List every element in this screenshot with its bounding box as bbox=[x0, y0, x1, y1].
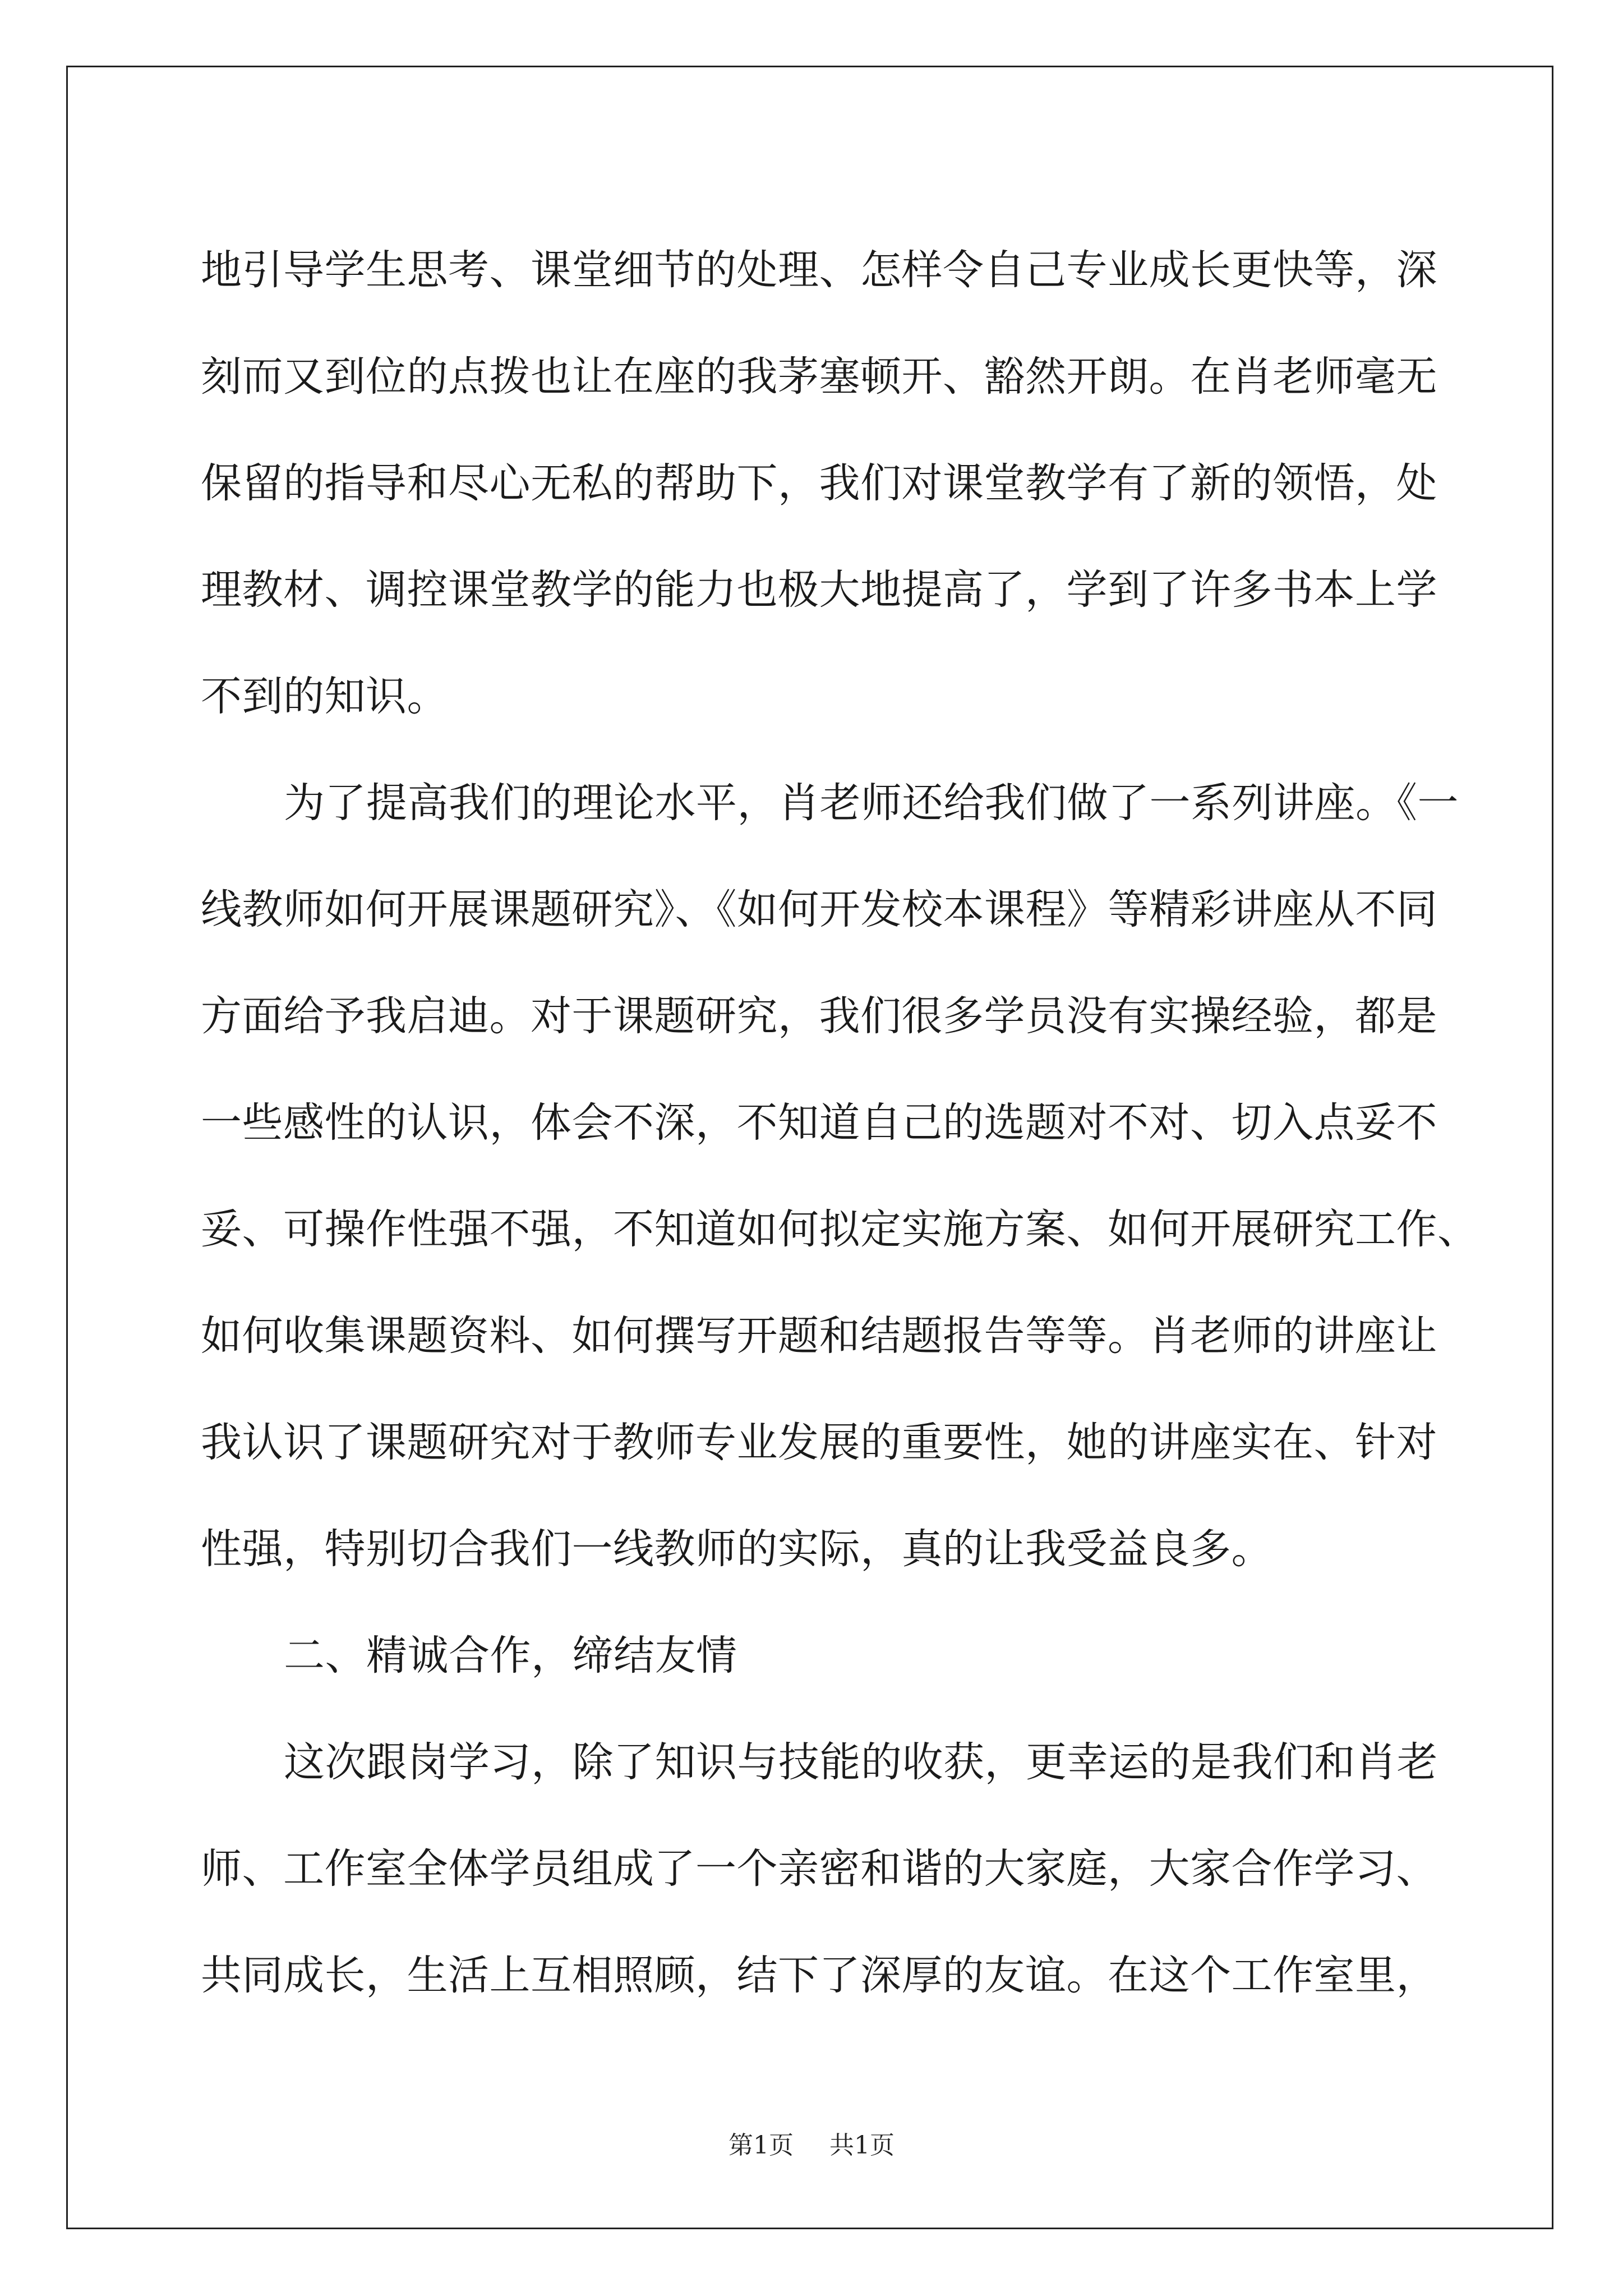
document-body bbox=[201, 217, 1479, 2029]
text-line: 地引导学生思考、课堂细节的处理、怎样令自己专业成长更快等，深 bbox=[201, 246, 1437, 294]
text-line: 这次跟岗学习，除了知识与技能的收获，更幸运的是我们和肖老 bbox=[284, 1738, 1438, 1786]
text-line: 不到的知识。 bbox=[201, 673, 448, 720]
text-line: 刻而又到位的点拨也让在座的我茅塞顿开、豁然开朗。在肖老师毫无 bbox=[201, 353, 1437, 401]
page-total: 共1页 bbox=[829, 2131, 895, 2160]
section-heading: 二、精诚合作，缔结友情 bbox=[284, 1632, 737, 1680]
page-footer bbox=[0, 2129, 1623, 2162]
text-line: 如何收集课题资料、如何撰写开题和结题报告等等。肖老师的讲座让 bbox=[201, 1312, 1437, 1360]
text-line: 方面给予我启迪。对于课题研究，我们很多学员没有实操经验，都是 bbox=[201, 992, 1437, 1040]
text-line: 为了提高我们的理论水平，肖老师还给我们做了一系列讲座。《一 bbox=[284, 779, 1459, 827]
page-number: 第1页 bbox=[728, 2131, 794, 2160]
text-line: 我认识了课题研究对于教师专业发展的重要性，她的讲座实在、针对 bbox=[201, 1419, 1437, 1466]
text-line: 师、工作室全体学员组成了一个亲密和谐的大家庭，大家合作学习、 bbox=[201, 1845, 1437, 1893]
text-line: 线教师如何开展课题研究》、《如何开发校本课程》等精彩讲座从不同 bbox=[201, 886, 1438, 933]
text-line: 保留的指导和尽心无私的帮助下，我们对课堂教学有了新的领悟，处 bbox=[201, 459, 1437, 507]
text-line: 共同成长，生活上互相照顾，结下了深厚的友谊。在这个工作室里， bbox=[201, 1952, 1437, 1999]
text-line: 性强，特别切合我们一线教师的实际，真的让我受益良多。 bbox=[201, 1525, 1272, 1573]
text-line: 妥、可操作性强不强，不知道如何拟定实施方案、如何开展研究工作、 bbox=[201, 1205, 1479, 1253]
text-line: 一些感性的认识，体会不深，不知道自己的选题对不对、切入点妥不 bbox=[201, 1099, 1437, 1147]
text-line: 理教材、调控课堂教学的能力也极大地提高了，学到了许多书本上学 bbox=[201, 566, 1437, 614]
